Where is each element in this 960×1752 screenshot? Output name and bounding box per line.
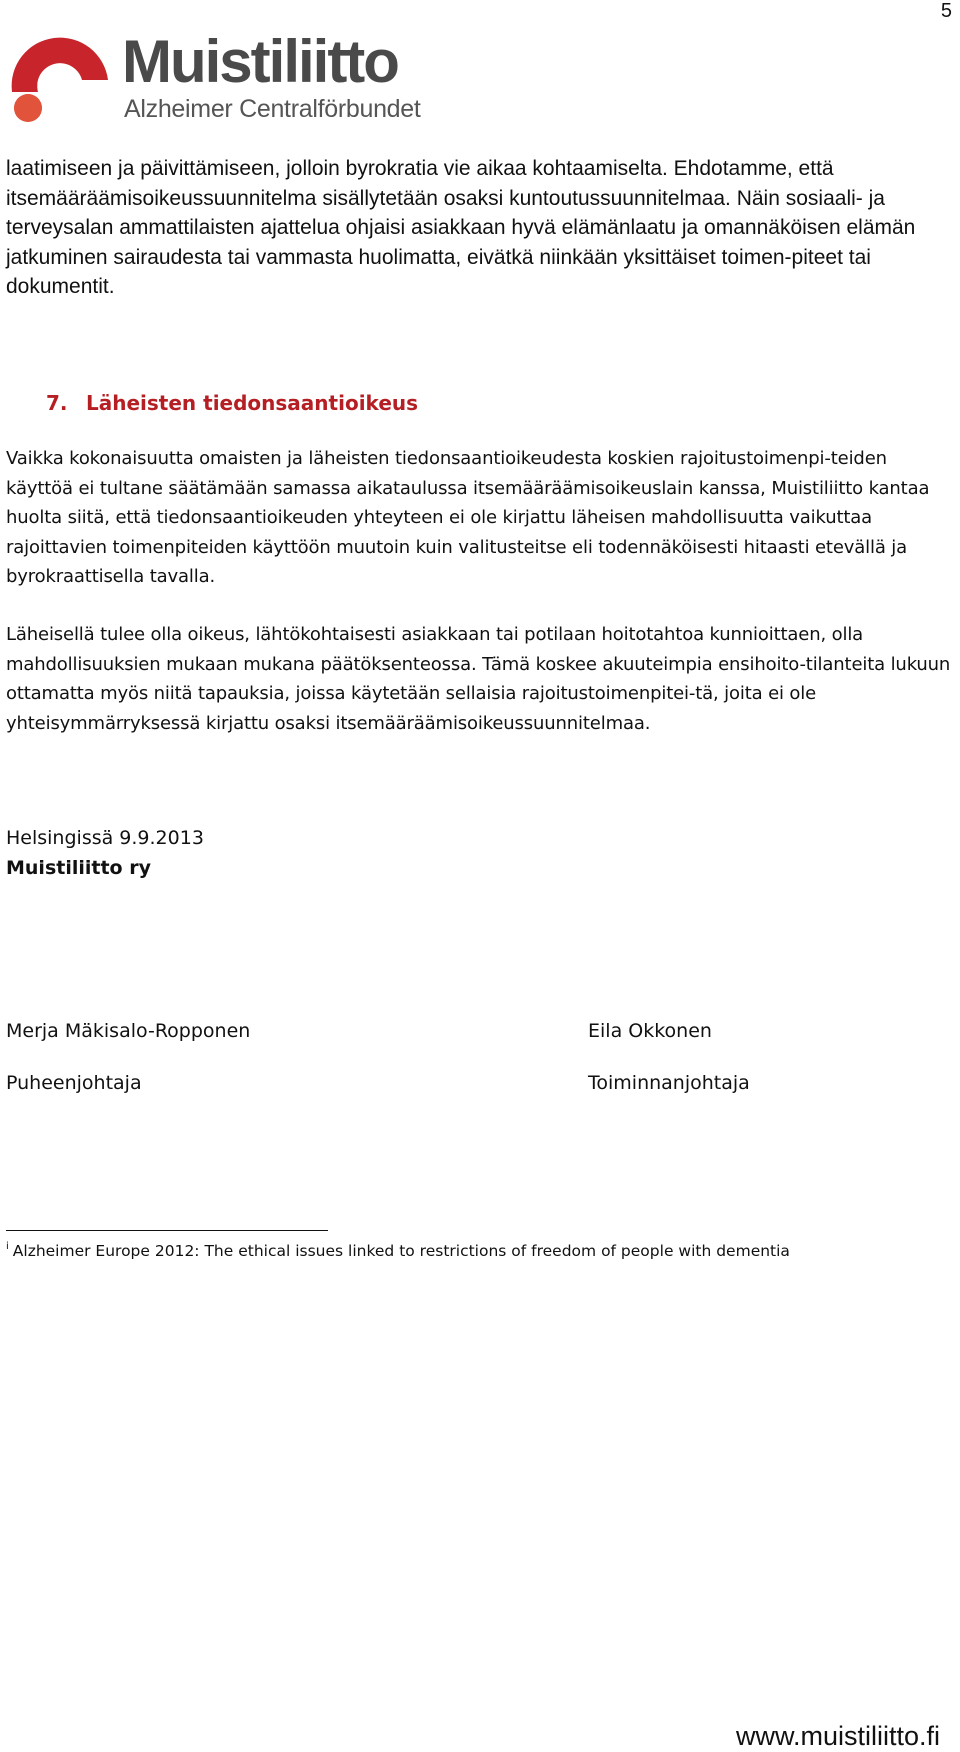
section-heading — [46, 390, 418, 416]
signatory-1-name: Merja Mäkisalo-Ropponen — [6, 1020, 251, 1042]
footnote — [6, 1240, 790, 1262]
section-number: 7. — [46, 391, 68, 415]
logo-mark-icon — [4, 22, 116, 127]
signatory-2-name: Eila Okkonen — [588, 1020, 712, 1042]
website-link[interactable]: www.muistiliitto.fi — [735, 1721, 940, 1751]
organization-name: Muistiliitto ry — [6, 857, 151, 879]
muistiliitto-logo — [4, 22, 424, 127]
place-date: Helsingissä 9.9.2013 — [6, 827, 204, 849]
paragraph-1: Vaikka kokonaisuutta omaisten ja läheisten tiedonsaantioikeudesta koskien rajoitustoimenpi-teiden käyttöä ei tultane säätämään samassa aikataulussa itsemääräämisoikeuslain kanssa, Muistiliitto kantaa huolta siitä, että tiedonsaantioikeuden yhteyteen ei ole kirjattu läheisen mahdollisuutta vaikuttaa rajoittavien toimenpiteiden käyttöön muutoin kuin valitusteitse eli todennäköisesti hitaasti etevällä ja byrokraattisella tavalla. — [6, 448, 930, 587]
signatory-1-title: Puheenjohtaja — [6, 1072, 142, 1094]
page-number: 5 — [940, 0, 952, 22]
section-title: Läheisten tiedonsaantioikeus — [86, 391, 419, 415]
paragraph-2: Läheisellä tulee olla oikeus, lähtökohtaisesti asiakkaan tai potilaan hoitotahtoa kunnioittaen, olla mahdollisuuksien mukaan mukana päätöksenteossa. Tämä koskee akuuteimpia ensihoito-tilanteita lukuun ottamatta myös niitä tapauksia, joissa käytetään sellaisia rajoitustoimenpitei-tä, joita ei ole yhteisymmärryksessä kirjattu osaksi itsemääräämisoikeussuunnitelmaa. — [6, 624, 951, 734]
signatory-2-title: Toiminnanjohtaja — [588, 1072, 750, 1094]
logo-subtitle: Alzheimer Centralförbundet — [124, 95, 421, 123]
intro-paragraph: laatimiseen ja päivittämiseen, jolloin byrokratia vie aikaa kohtaamiselta. Ehdotamme, että itsemääräämisoikeussuunnitelma sisällytetään osaksi kuntoutussuunnitelmaa. Näin sosiaali- ja terveysalan ammattilaisten ajattelua ohjaisi asiakkaan hyvä elämänlaatu ja omannäköisen elämän jatkuminen sairaudesta tai vammasta huolimatta, eivätkä niinkään yksittäiset toimen-piteet tai dokumentit. — [6, 157, 916, 298]
logo-name: Muistiliitto — [122, 28, 398, 95]
footnote-text: Alzheimer Europe 2012: The ethical issues linked to restrictions of freedom of people with dementia — [12, 1242, 790, 1260]
footnote-marker: i — [6, 1241, 9, 1252]
footnote-divider — [6, 1230, 328, 1231]
